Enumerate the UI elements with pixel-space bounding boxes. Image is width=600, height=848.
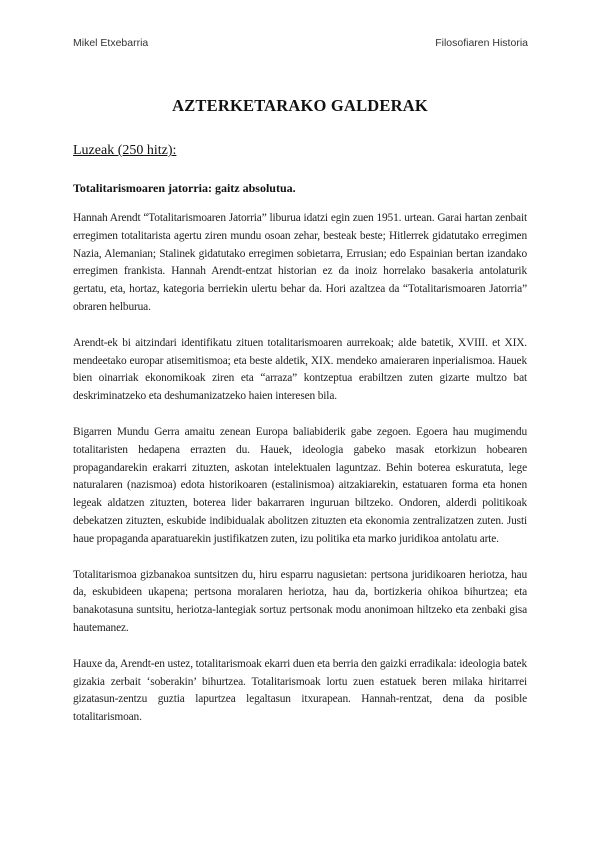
- section-label: Luzeak (250 hitz):: [73, 143, 177, 158]
- paragraph-4: Totalitarismoa gizbanakoa suntsitzen du, hiru esparru nagusietan: pertsona juridikoaren heriotza, hau da, eskubideen ukapena; pertsona moralaren heriotza, hau da, bortizkeria ohikoa bihurtzea; eta banakotasuna suntsitu, heriotza-lantegiak sortuz pertsonak modu anonimoan hiltzeko eta zenbaki gisa hautemanez.: [73, 568, 527, 634]
- header-course: Filosofiaren Historia: [435, 37, 528, 49]
- page-title: AZTERKETARAKO GALDERAK: [172, 96, 428, 115]
- essay-body: [73, 210, 527, 745]
- paragraph-2: Arendt-ek bi aitzindari identifikatu zituen totalitarismoaren aurrekoak; alde batetik, XVIII. et XIX. mendeetako europar atisemitismoa; eta beste aldetik, XIX. mendeko amaieraren inperialismoa. Hauek bien oinarriak ekonomikoak ziren eta “arraza” kontzeptua erabiltzen zuten gizarte multzo bat deskriminatzeko eta deshumanizatzeko haien interesen bila.: [73, 336, 527, 403]
- header-author: Mikel Etxebarria: [73, 37, 149, 49]
- question-heading: Totalitarismoaren jatorria: gaitz absolutua.: [73, 181, 296, 195]
- paragraph-5: Hauxe da, Arendt-en ustez, totalitarismoak ekarri duen eta berria den gaizki erradikala: ideologia batek gizakia zerbait ‘soberakin’ bihurtzea. Totalitarismoak lortu zuen estatuek beren milaka hiritarrei gizatasun-zentzu guztia lapurtzea legaltasun itxurapean. Hannah-rentzat, dena da posible totalitarismoan.: [73, 657, 527, 724]
- paragraph-3: Bigarren Mundu Gerra amaitu zenean Europa baliabiderik gabe zegoen. Egoera hau mugimendu totalitaristen hedapena errazten du. Hauek, ideologia gabeko masak etorkizun hobearen propagandarekin erakarri zituzten, askotan intelektualen laguntzaz. Behin boterea eskuratuta, lege naturalaren (nazismoa) edota historikoaren (estalinismoa) aitzakiarekin, estatuaren forma eta honen legeak aldatzen zituzten, boterea lider bakarraren inguruan biltzeko. Ondoren, alderdi politikoak debekatzen zituzten, eskubide indibidualak abolitzen zituzten eta ekonomia zentralizatzen zuten. Justi haue propaganda aparatuarekin justifikatzen zuten, izu politika eta marko juridikoa antolatu arte.: [73, 425, 527, 545]
- paragraph-1: Hannah Arendt “Totalitarismoaren Jatorria” liburua idatzi egin zuen 1951. urtean. Garai hartan zenbait erregimen totalitarista agertu ziren mundu osoan zehar, besteak beste; Hitlerrek gidatutako erregimen Nazia, Alemanian; Stalinek gidatutako erregimen sobietarra, Errusian; edo Espainian bertan izandako erregimen frankista. Hannah Arendt-entzat historian ez da inoiz horrelako basakeria antolaturik gertatu, eta, hortaz, kategoria berriekin ulertu behar da. Hori azaltzea da “Totalitarismoaren Jatorria” obraren helburua.: [73, 212, 527, 313]
